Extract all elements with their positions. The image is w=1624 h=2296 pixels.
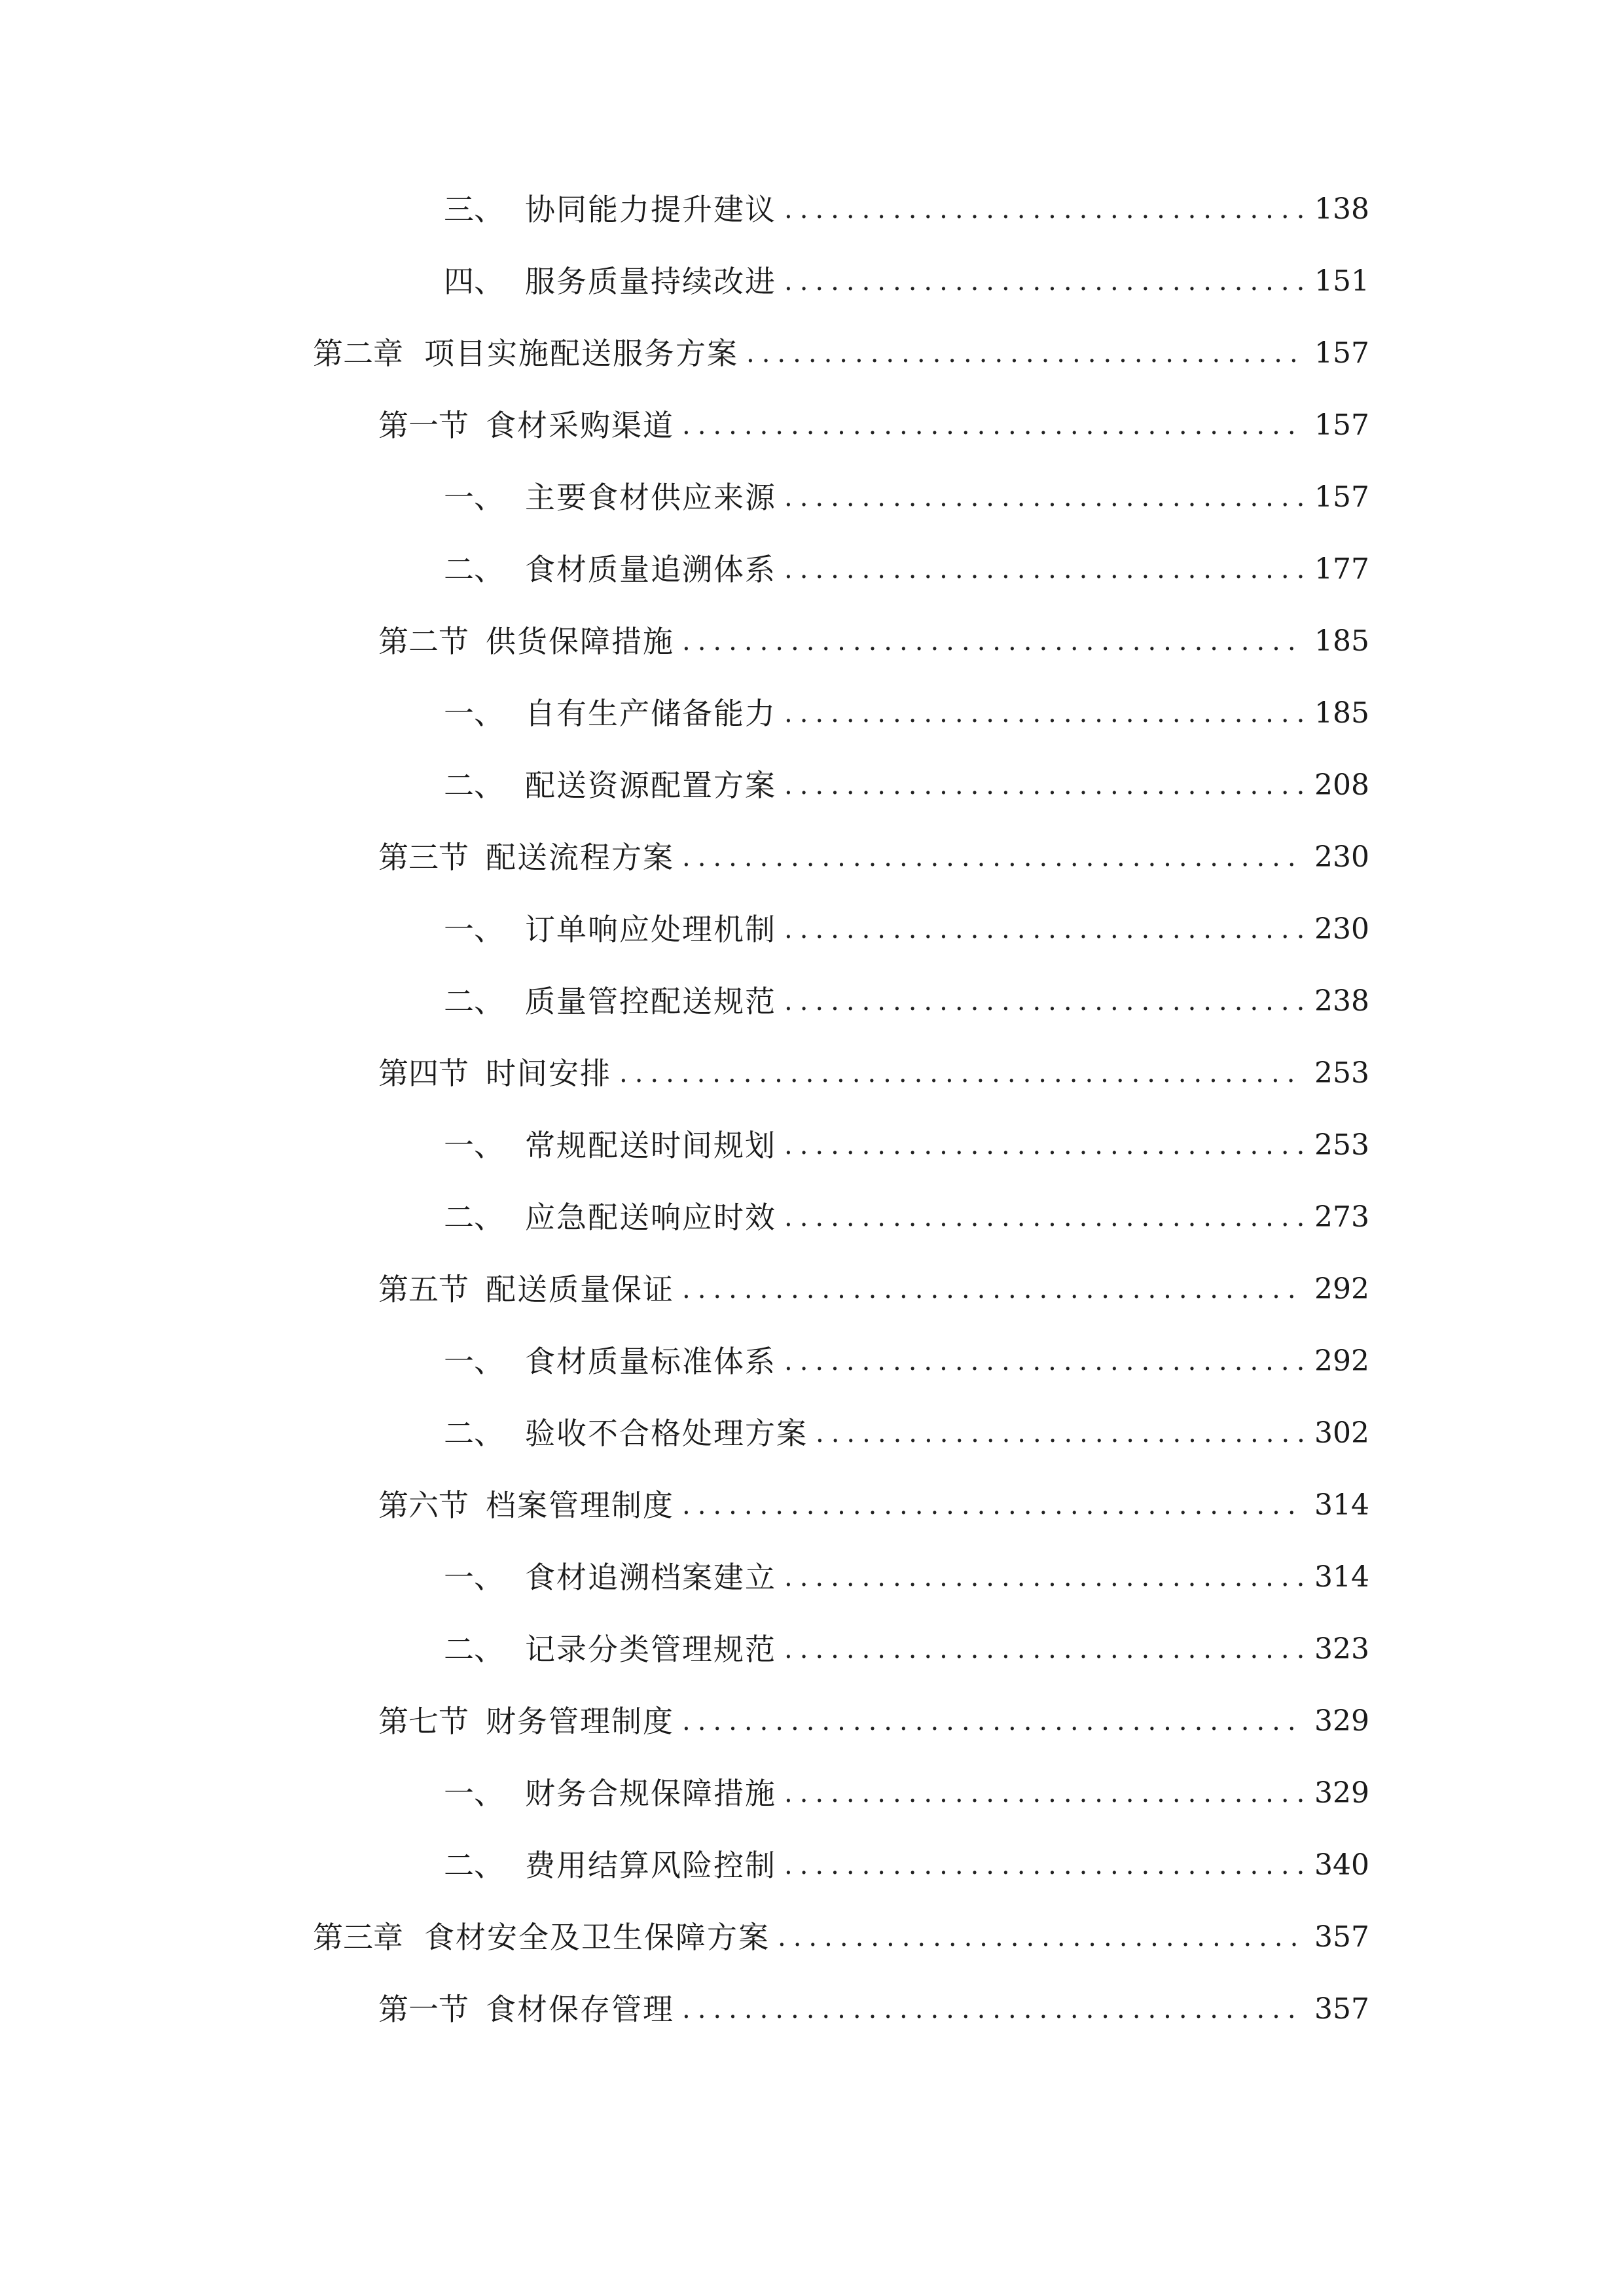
toc-dot-leader — [784, 687, 1303, 740]
toc-entry-page: 151 — [1314, 264, 1369, 298]
toc-entry[interactable] — [378, 831, 1369, 884]
toc-entry-page: 323 — [1314, 1632, 1369, 1666]
toc-entry-number: 一、 — [444, 912, 504, 947]
toc-entry-title: 费用结算风险控制 — [525, 1848, 776, 1883]
toc-entry-page: 157 — [1314, 336, 1369, 370]
toc-entry-page: 357 — [1314, 1920, 1369, 1954]
toc-entry-page: 157 — [1314, 408, 1369, 442]
toc-dot-leader — [746, 327, 1303, 380]
toc-entry[interactable] — [313, 327, 1369, 380]
toc-entry[interactable] — [378, 615, 1369, 668]
toc-entry-number: 二、 — [444, 1200, 504, 1235]
toc-dot-leader — [784, 975, 1303, 1028]
toc-entry-page: 357 — [1314, 1992, 1369, 2026]
toc-entry[interactable] — [378, 1047, 1369, 1100]
toc-dot-leader — [682, 831, 1303, 884]
toc-dot-leader — [784, 255, 1303, 308]
toc-entry-number: 二、 — [444, 1416, 504, 1451]
toc-entry-number: 二、 — [444, 1632, 504, 1667]
toc-entry[interactable] — [444, 255, 1369, 308]
toc-dot-leader — [682, 399, 1303, 452]
toc-dot-leader — [784, 903, 1303, 956]
toc-entry-number: 第二章 — [313, 336, 403, 371]
toc-entry-title: 协同能力提升建议 — [525, 192, 776, 227]
toc-entry[interactable] — [444, 687, 1369, 740]
toc-entry-title: 食材质量标准体系 — [525, 1344, 776, 1379]
toc-entry-page: 208 — [1314, 768, 1369, 802]
toc-entry-title: 质量管控配送规范 — [525, 984, 776, 1019]
toc-entry-number: 第二节 — [378, 624, 469, 659]
toc-entry-number: 二、 — [444, 984, 504, 1019]
toc-dot-leader — [784, 543, 1303, 596]
toc-entry[interactable] — [444, 1191, 1369, 1244]
toc-dot-leader — [784, 1551, 1303, 1604]
toc-entry[interactable] — [378, 1983, 1369, 2036]
toc-dot-leader — [784, 183, 1303, 236]
toc-entry-title: 项目实施配送服务方案 — [424, 336, 738, 371]
toc-entry[interactable] — [444, 1767, 1369, 1820]
toc-entry-number: 第四节 — [378, 1056, 469, 1091]
toc-entry-title: 供货保障措施 — [486, 624, 674, 659]
toc-entry-number: 二、 — [444, 1848, 504, 1883]
toc-entry-title: 食材保存管理 — [486, 1992, 674, 2027]
toc-entry-number: 二、 — [444, 552, 504, 587]
toc-entry-number: 第七节 — [378, 1704, 469, 1739]
toc-entry-page: 157 — [1314, 480, 1369, 514]
toc-entry-page: 329 — [1314, 1704, 1369, 1738]
toc-entry[interactable] — [378, 399, 1369, 452]
toc-entry-page: 138 — [1314, 192, 1369, 226]
toc-entry-title: 配送流程方案 — [486, 840, 674, 875]
toc-entry-title: 时间安排 — [486, 1056, 611, 1091]
toc-entry-page: 340 — [1314, 1848, 1369, 1882]
toc-entry-page: 302 — [1314, 1416, 1369, 1450]
toc-dot-leader — [784, 1335, 1303, 1388]
toc-entry-number: 一、 — [444, 1560, 504, 1595]
toc-entry[interactable] — [444, 759, 1369, 812]
toc-entry[interactable] — [444, 1623, 1369, 1676]
toc-entry-number: 第一节 — [378, 1992, 469, 2027]
toc-entry-title: 配送资源配置方案 — [525, 768, 776, 803]
toc-entry-title: 食材安全及卫生保障方案 — [424, 1920, 770, 1955]
toc-entry-number: 一、 — [444, 1128, 504, 1163]
toc-entry[interactable] — [378, 1695, 1369, 1748]
toc-entry-page: 185 — [1314, 696, 1369, 730]
toc-entry-number: 一、 — [444, 696, 504, 731]
toc-entry-page: 329 — [1314, 1776, 1369, 1810]
toc-entry-title: 应急配送响应时效 — [525, 1200, 776, 1235]
toc-entry[interactable] — [444, 183, 1369, 236]
toc-entry-title: 常规配送时间规划 — [525, 1128, 776, 1163]
toc-entry[interactable] — [444, 903, 1369, 956]
toc-dot-leader — [682, 1479, 1303, 1532]
toc-entry[interactable] — [444, 1335, 1369, 1388]
toc-entry-page: 253 — [1314, 1128, 1369, 1162]
toc-dot-leader — [682, 1263, 1303, 1316]
toc-entry-title: 记录分类管理规范 — [525, 1632, 776, 1667]
toc-entry[interactable] — [444, 471, 1369, 524]
toc-entry-page: 314 — [1314, 1488, 1369, 1522]
toc-entry-title: 验收不合格处理方案 — [525, 1416, 808, 1451]
toc-entry-number: 二、 — [444, 768, 504, 803]
toc-entry-title: 订单响应处理机制 — [525, 912, 776, 947]
toc-entry-title: 档案管理制度 — [486, 1488, 674, 1523]
toc-entry-title: 食材质量追溯体系 — [525, 552, 776, 587]
toc-dot-leader — [784, 1623, 1303, 1676]
toc-dot-leader — [784, 759, 1303, 812]
toc-dot-leader — [816, 1407, 1303, 1460]
toc-entry-number: 四、 — [444, 264, 504, 299]
toc-entry-title: 财务合规保障措施 — [525, 1776, 776, 1811]
toc-dot-leader — [619, 1047, 1303, 1100]
toc-dot-leader — [784, 1191, 1303, 1244]
toc-entry-title: 配送质量保证 — [486, 1272, 674, 1307]
toc-entry-number: 一、 — [444, 1344, 504, 1379]
toc-dot-leader — [784, 1119, 1303, 1172]
toc-entry-page: 292 — [1314, 1272, 1369, 1306]
toc-entry-page: 177 — [1314, 552, 1369, 586]
toc-entry-page: 292 — [1314, 1344, 1369, 1378]
toc-entry-number: 一、 — [444, 1776, 504, 1811]
toc-dot-leader — [682, 1983, 1303, 2036]
toc-entry-number: 第一节 — [378, 408, 469, 443]
toc-entry-title: 财务管理制度 — [486, 1704, 674, 1739]
toc-entry[interactable] — [444, 543, 1369, 596]
toc-dot-leader — [778, 1911, 1303, 1964]
toc-entry[interactable] — [313, 1911, 1369, 1964]
toc-dot-leader — [784, 1839, 1303, 1892]
toc-entry-title: 自有生产储备能力 — [525, 696, 776, 731]
toc-entry-page: 185 — [1314, 624, 1369, 658]
toc-entry[interactable] — [444, 975, 1369, 1028]
toc-entry[interactable] — [444, 1407, 1369, 1460]
toc-entry-page: 238 — [1314, 984, 1369, 1018]
toc-entry[interactable] — [444, 1119, 1369, 1172]
toc-entry[interactable] — [378, 1479, 1369, 1532]
toc-entry-title: 食材追溯档案建立 — [525, 1560, 776, 1595]
toc-entry-title: 服务质量持续改进 — [525, 264, 776, 299]
toc-entry[interactable] — [378, 1263, 1369, 1316]
toc-entry[interactable] — [444, 1551, 1369, 1604]
toc-dot-leader — [682, 615, 1303, 668]
toc-entry-number: 第三章 — [313, 1920, 403, 1955]
toc-entry-page: 230 — [1314, 912, 1369, 946]
toc-entry-number: 第三节 — [378, 840, 469, 875]
toc-entry-number: 第五节 — [378, 1272, 469, 1307]
toc-entry-page: 230 — [1314, 840, 1369, 874]
toc-entry-page: 253 — [1314, 1056, 1369, 1090]
toc-entry[interactable] — [444, 1839, 1369, 1892]
toc-dot-leader — [784, 1767, 1303, 1820]
toc-entry-title: 主要食材供应来源 — [525, 480, 776, 515]
toc-entry-title: 食材采购渠道 — [486, 408, 674, 443]
toc-entry-number: 第六节 — [378, 1488, 469, 1523]
toc-entry-page: 273 — [1314, 1200, 1369, 1234]
toc-entry-number: 三、 — [444, 192, 504, 227]
toc-entry-number: 一、 — [444, 480, 504, 515]
toc-dot-leader — [682, 1695, 1303, 1748]
toc-entry-page: 314 — [1314, 1560, 1369, 1594]
toc-dot-leader — [784, 471, 1303, 524]
